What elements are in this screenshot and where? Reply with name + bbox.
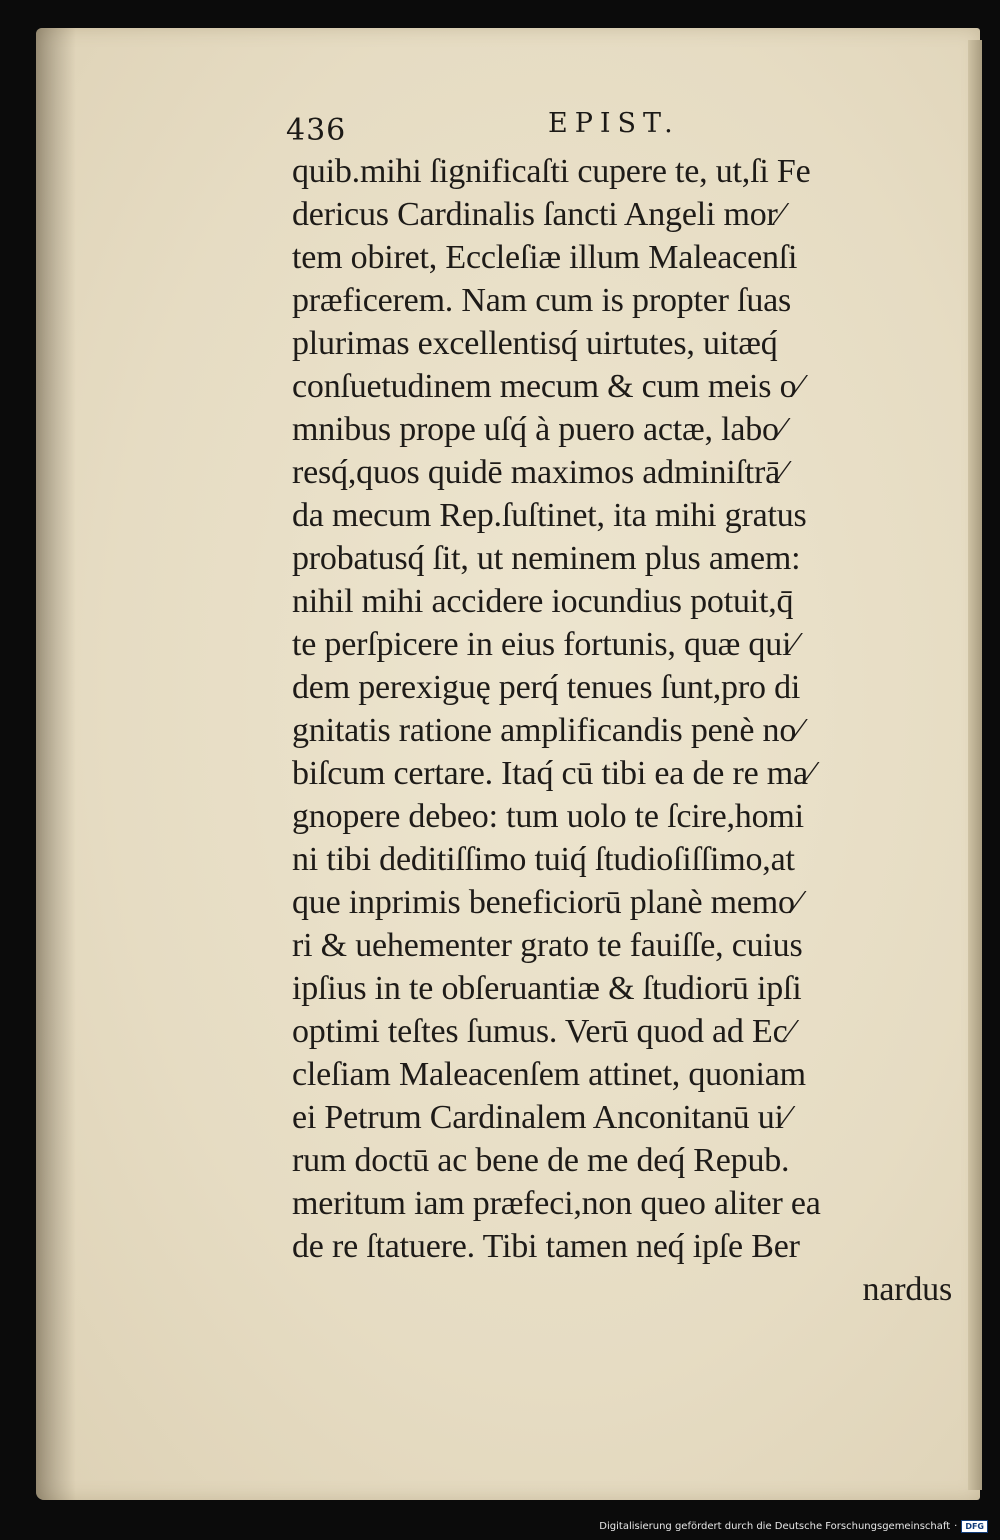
catchword: nardus bbox=[862, 1271, 952, 1308]
page-number: 436 bbox=[286, 113, 347, 148]
dfg-logo: DFG bbox=[961, 1520, 988, 1533]
text-line: probatusq́ ſit, ut neminem plus amem: bbox=[292, 540, 801, 577]
text-line: rum doctū ac bene de me deq́ Repub. bbox=[292, 1142, 790, 1179]
text-line: gnitatis ratione amplificandis penè no⁄ bbox=[292, 712, 802, 749]
text-line: optimi teſtes ſumus. Verū quod ad Ec⁄ bbox=[292, 1013, 793, 1050]
text-line: dem perexiguę perq́ tenues ſunt,pro di bbox=[292, 669, 801, 706]
text-line: mnibus prope uſq́ à puero actæ, labo⁄ bbox=[292, 411, 785, 448]
page-edge bbox=[968, 40, 982, 1490]
text-line: plurimas excellentisq́ uirtutes, uitæq́ bbox=[292, 325, 778, 362]
footer-credit bbox=[599, 1520, 988, 1533]
text-line: da mecum Rep.ſuſtinet, ita mihi gratus bbox=[292, 497, 807, 534]
text-line: tem obiret, Eccleſiæ illum Maleacenſi bbox=[292, 239, 798, 276]
text-block bbox=[292, 150, 962, 1311]
text-line: te perſpicere in eius fortunis, quæ qui⁄ bbox=[292, 626, 797, 663]
text-line: nihil mihi accidere iocundius potuit,q̄ bbox=[292, 583, 794, 620]
text-line: ni tibi deditiſſimo tuiq́ ſtudioſiſſimo,at bbox=[292, 841, 795, 878]
footer-credit-text: Digitalisierung gefördert durch die Deutsche Forschungsgemeinschaft bbox=[599, 1521, 951, 1532]
footer-separator: · bbox=[954, 1521, 958, 1532]
text-line: que inprimis beneficiorū planè memo⁄ bbox=[292, 884, 801, 921]
text-line: præficerem. Nam cum is propter ſuas bbox=[292, 282, 792, 319]
text-line: quib.mihi ſignificaſti cupere te, ut,ſi Fe bbox=[292, 153, 811, 190]
text-line: ipſius in te obſeruantiæ & ſtudiorū ipſi bbox=[292, 970, 802, 1007]
text-line: conſuetudinem mecum & cum meis o⁄ bbox=[292, 368, 802, 405]
text-line: cleſiam Maleacenſem attinet, quoniam bbox=[292, 1056, 806, 1093]
text-line: meritum iam præfeci,non queo aliter ea bbox=[292, 1185, 821, 1222]
text-line: de re ſtatuere. Tibi tamen neq́ ipſe Ber bbox=[292, 1228, 800, 1265]
text-line: ei Petrum Cardinalem Anconitanū ui⁄ bbox=[292, 1099, 790, 1136]
spine-shadow bbox=[36, 28, 76, 1500]
text-line: gnopere debeo: tum uolo te ſcire,homi bbox=[292, 798, 804, 835]
text-line: biſcum certare. Itaq́ cū tibi ea de re ma⁄ bbox=[292, 755, 814, 792]
text-line: resq́,quos quidē maximos adminiſtrā⁄ bbox=[292, 454, 786, 491]
text-line: dericus Cardinalis ſancti Angeli mor⁄ bbox=[292, 196, 784, 233]
running-head: EPIST. bbox=[548, 108, 680, 139]
text-line: ri & uehementer grato te fauiſſe, cuius bbox=[292, 927, 803, 964]
